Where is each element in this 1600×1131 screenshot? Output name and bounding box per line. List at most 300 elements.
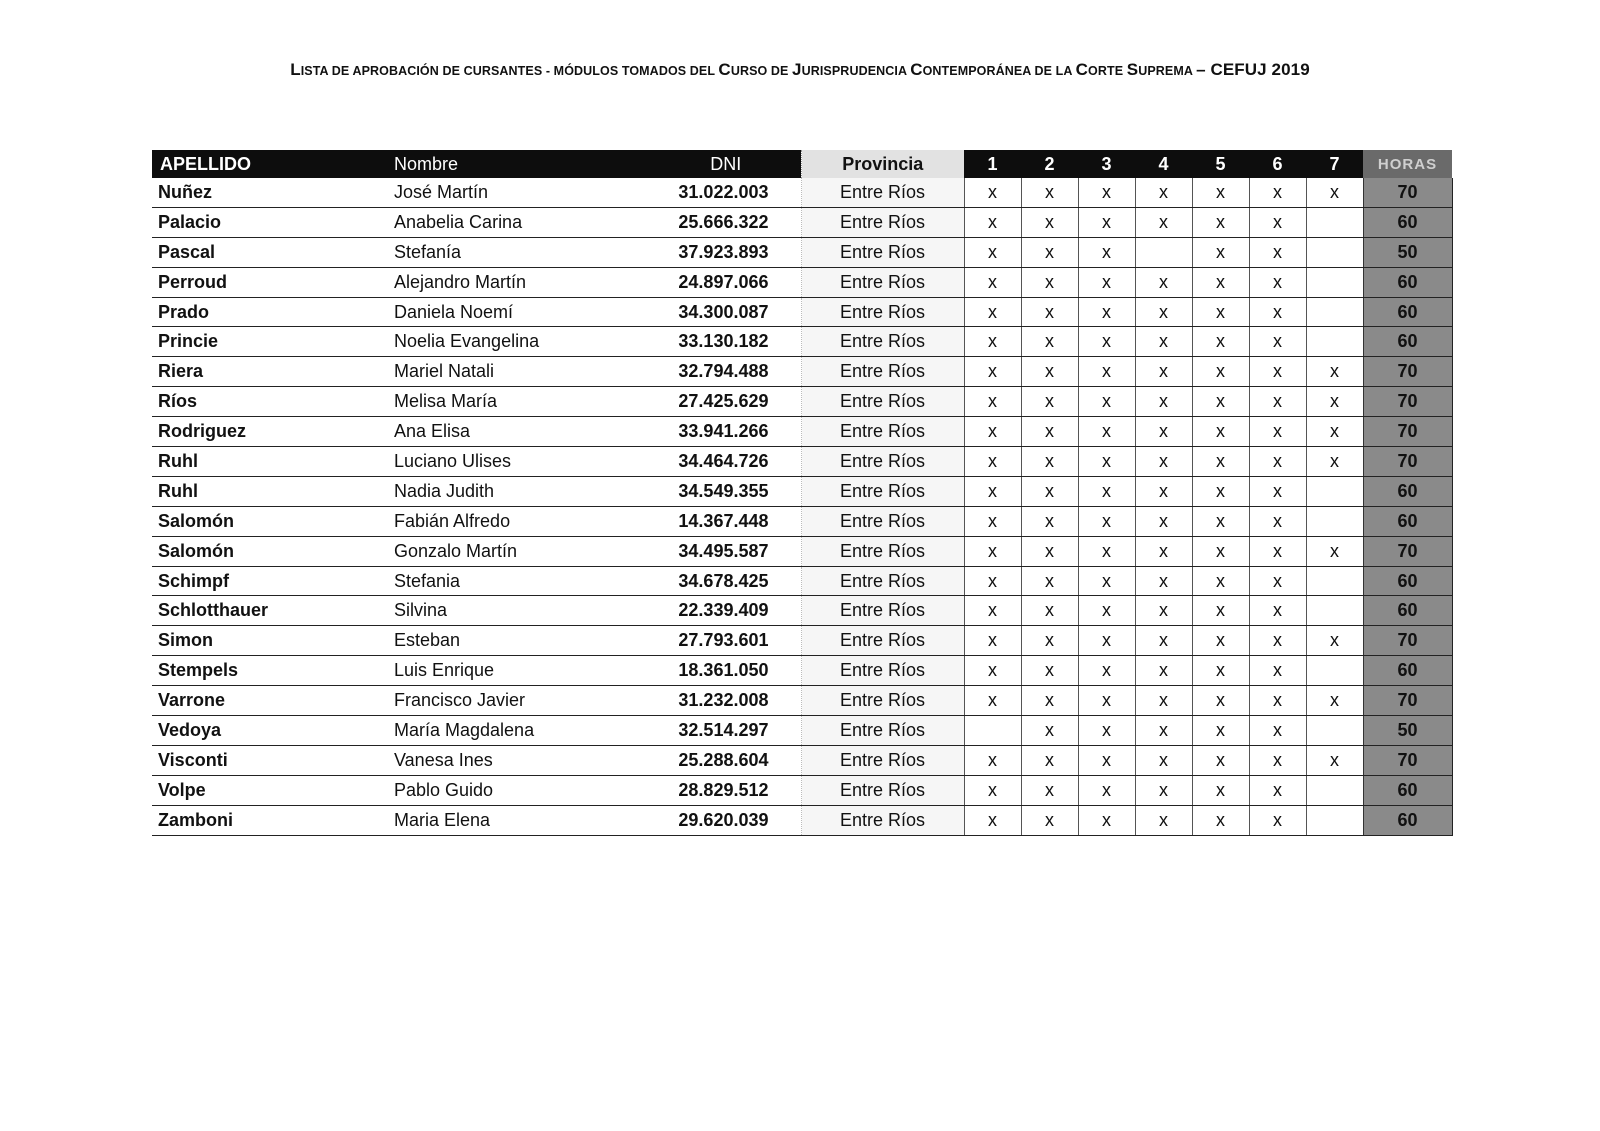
cell-horas: 60: [1363, 775, 1452, 805]
cell-apellido: Palacio: [152, 207, 386, 237]
cell-module-7: [1306, 297, 1363, 327]
cell-module-3: x: [1078, 447, 1135, 477]
title-segment-large: J: [792, 60, 802, 79]
table-row: [152, 178, 1452, 207]
cell-module-4: x: [1135, 357, 1192, 387]
cell-module-3: x: [1078, 566, 1135, 596]
header-module-7: 7: [1306, 150, 1363, 178]
cell-module-3: x: [1078, 387, 1135, 417]
cell-module-2: x: [1021, 536, 1078, 566]
header-module-6: 6: [1249, 150, 1306, 178]
cell-dni: 18.361.050: [611, 656, 801, 686]
cell-module-7: [1306, 596, 1363, 626]
cell-module-5: x: [1192, 596, 1249, 626]
cell-module-5: x: [1192, 745, 1249, 775]
header-nombre: Nombre: [386, 150, 611, 178]
cell-dni: 25.666.322: [611, 207, 801, 237]
cell-module-6: x: [1249, 805, 1306, 835]
cell-module-3: x: [1078, 686, 1135, 716]
cell-module-7: [1306, 805, 1363, 835]
cell-dni: 32.794.488: [611, 357, 801, 387]
cell-horas: 70: [1363, 536, 1452, 566]
table-row: [152, 207, 1452, 237]
table-row: [152, 447, 1452, 477]
cell-module-6: x: [1249, 417, 1306, 447]
cell-module-6: x: [1249, 178, 1306, 207]
table-row: [152, 237, 1452, 267]
cell-nombre: Alejandro Martín: [386, 267, 611, 297]
cell-horas: 70: [1363, 447, 1452, 477]
cell-dni: 29.620.039: [611, 805, 801, 835]
cell-apellido: Riera: [152, 357, 386, 387]
cell-module-1: x: [964, 417, 1021, 447]
cell-module-2: x: [1021, 178, 1078, 207]
cell-module-7: [1306, 327, 1363, 357]
cell-module-1: x: [964, 387, 1021, 417]
cell-module-1: x: [964, 686, 1021, 716]
table-row: [152, 506, 1452, 536]
cell-provincia: Entre Ríos: [801, 686, 964, 716]
cell-nombre: Melisa María: [386, 387, 611, 417]
cell-provincia: Entre Ríos: [801, 626, 964, 656]
cell-module-4: x: [1135, 716, 1192, 746]
cell-apellido: Ruhl: [152, 476, 386, 506]
cell-module-5: x: [1192, 267, 1249, 297]
cell-nombre: Daniela Noemí: [386, 297, 611, 327]
cell-nombre: Stefania: [386, 566, 611, 596]
cell-module-4: x: [1135, 805, 1192, 835]
header-module-2: 2: [1021, 150, 1078, 178]
cell-provincia: Entre Ríos: [801, 447, 964, 477]
title-segment-large: C: [910, 60, 923, 79]
cell-module-4: x: [1135, 656, 1192, 686]
cell-module-2: x: [1021, 357, 1078, 387]
cell-module-1: x: [964, 237, 1021, 267]
cell-apellido: Rodriguez: [152, 417, 386, 447]
cell-module-7: [1306, 716, 1363, 746]
cell-module-6: x: [1249, 506, 1306, 536]
cell-module-7: [1306, 476, 1363, 506]
cell-nombre: Vanesa Ines: [386, 745, 611, 775]
cell-module-7: x: [1306, 387, 1363, 417]
cell-module-4: x: [1135, 596, 1192, 626]
cell-provincia: Entre Ríos: [801, 207, 964, 237]
cell-module-3: x: [1078, 357, 1135, 387]
cell-nombre: José Martín: [386, 178, 611, 207]
cell-module-3: x: [1078, 716, 1135, 746]
cell-apellido: Salomón: [152, 506, 386, 536]
cell-apellido: Princie: [152, 327, 386, 357]
header-horas: HORAS: [1363, 150, 1452, 178]
cell-module-6: x: [1249, 775, 1306, 805]
cell-horas: 60: [1363, 207, 1452, 237]
cell-module-6: x: [1249, 686, 1306, 716]
cell-module-3: x: [1078, 775, 1135, 805]
cell-horas: 70: [1363, 417, 1452, 447]
title-segment-small: URISPRUDENCIA: [801, 64, 911, 78]
cell-module-5: x: [1192, 805, 1249, 835]
cell-provincia: Entre Ríos: [801, 596, 964, 626]
title-segment-large: S: [1126, 60, 1139, 79]
cell-provincia: Entre Ríos: [801, 536, 964, 566]
table-row: [152, 476, 1452, 506]
cell-module-2: x: [1021, 656, 1078, 686]
cell-module-5: x: [1192, 656, 1249, 686]
title-segment-small: ISTA DE APROBACIÓN DE CURSANTES - MÓDULOS TOMADOS DEL: [300, 64, 719, 78]
cell-module-4: x: [1135, 566, 1192, 596]
cell-module-1: x: [964, 506, 1021, 536]
table-row: [152, 775, 1452, 805]
cell-module-5: x: [1192, 178, 1249, 207]
cell-module-5: x: [1192, 297, 1249, 327]
cell-module-5: x: [1192, 327, 1249, 357]
cell-module-5: x: [1192, 536, 1249, 566]
cell-dni: 31.022.003: [611, 178, 801, 207]
cell-module-5: x: [1192, 716, 1249, 746]
header-apellido: APELLIDO: [152, 150, 386, 178]
cell-module-7: [1306, 207, 1363, 237]
title-segment-large: L: [290, 60, 301, 79]
cell-horas: 60: [1363, 805, 1452, 835]
cell-module-1: x: [964, 327, 1021, 357]
cell-module-7: x: [1306, 745, 1363, 775]
table-row: [152, 596, 1452, 626]
table-row: [152, 626, 1452, 656]
cell-apellido: Stempels: [152, 656, 386, 686]
cell-apellido: Schlotthauer: [152, 596, 386, 626]
table-row: [152, 745, 1452, 775]
cell-provincia: Entre Ríos: [801, 566, 964, 596]
header-module-4: 4: [1135, 150, 1192, 178]
table-row: [152, 566, 1452, 596]
cell-module-2: x: [1021, 207, 1078, 237]
table-row: [152, 417, 1452, 447]
title-segment-small: UPREMA: [1138, 64, 1197, 78]
table-row: [152, 357, 1452, 387]
cell-dni: 27.793.601: [611, 626, 801, 656]
cell-nombre: Anabelia Carina: [386, 207, 611, 237]
cell-module-1: x: [964, 447, 1021, 477]
cell-provincia: Entre Ríos: [801, 716, 964, 746]
cell-provincia: Entre Ríos: [801, 476, 964, 506]
cell-dni: 34.300.087: [611, 297, 801, 327]
cell-provincia: Entre Ríos: [801, 805, 964, 835]
cell-provincia: Entre Ríos: [801, 327, 964, 357]
cell-dni: 25.288.604: [611, 745, 801, 775]
table-body: [152, 178, 1452, 835]
cell-module-5: x: [1192, 566, 1249, 596]
cell-module-3: x: [1078, 476, 1135, 506]
cell-nombre: Luis Enrique: [386, 656, 611, 686]
cell-module-6: x: [1249, 476, 1306, 506]
cell-module-3: x: [1078, 327, 1135, 357]
cell-module-1: x: [964, 297, 1021, 327]
cell-module-5: x: [1192, 686, 1249, 716]
cell-module-3: x: [1078, 536, 1135, 566]
cell-horas: 70: [1363, 745, 1452, 775]
cell-module-1: x: [964, 267, 1021, 297]
cell-apellido: Simon: [152, 626, 386, 656]
cell-horas: 70: [1363, 178, 1452, 207]
cell-horas: 50: [1363, 716, 1452, 746]
cell-nombre: Stefanía: [386, 237, 611, 267]
cell-module-7: x: [1306, 178, 1363, 207]
table-header-row: [152, 150, 1452, 178]
cell-module-7: x: [1306, 626, 1363, 656]
header-dni: DNI: [611, 150, 801, 178]
cell-provincia: Entre Ríos: [801, 417, 964, 447]
cell-module-5: x: [1192, 357, 1249, 387]
cell-module-5: x: [1192, 417, 1249, 447]
cell-module-2: x: [1021, 387, 1078, 417]
cell-module-7: x: [1306, 536, 1363, 566]
cell-provincia: Entre Ríos: [801, 506, 964, 536]
header-provincia: Provincia: [801, 150, 964, 178]
cell-module-2: x: [1021, 417, 1078, 447]
cell-nombre: Francisco Javier: [386, 686, 611, 716]
cell-dni: 33.941.266: [611, 417, 801, 447]
cell-module-4: x: [1135, 417, 1192, 447]
cell-module-3: x: [1078, 805, 1135, 835]
cell-horas: 70: [1363, 686, 1452, 716]
cell-module-4: x: [1135, 686, 1192, 716]
cell-nombre: Gonzalo Martín: [386, 536, 611, 566]
title-segment-small: ONTEMPORÁNEA DE LA: [922, 64, 1076, 78]
cell-apellido: Ríos: [152, 387, 386, 417]
cell-module-1: x: [964, 656, 1021, 686]
header-module-1: 1: [964, 150, 1021, 178]
cell-horas: 60: [1363, 476, 1452, 506]
cell-horas: 60: [1363, 596, 1452, 626]
cell-module-7: x: [1306, 357, 1363, 387]
cell-module-4: x: [1135, 476, 1192, 506]
cell-module-2: x: [1021, 686, 1078, 716]
cell-module-4: [1135, 237, 1192, 267]
cell-provincia: Entre Ríos: [801, 237, 964, 267]
cell-module-1: [964, 716, 1021, 746]
cell-module-4: x: [1135, 327, 1192, 357]
cell-module-6: x: [1249, 626, 1306, 656]
cell-module-7: [1306, 237, 1363, 267]
cell-module-6: x: [1249, 656, 1306, 686]
cell-module-5: x: [1192, 626, 1249, 656]
cell-horas: 60: [1363, 506, 1452, 536]
cell-module-1: x: [964, 178, 1021, 207]
title-segment-large: C: [718, 60, 731, 79]
cell-module-6: x: [1249, 267, 1306, 297]
cell-module-4: x: [1135, 297, 1192, 327]
approval-table: [152, 150, 1453, 836]
cell-module-2: x: [1021, 506, 1078, 536]
cell-module-3: x: [1078, 207, 1135, 237]
cell-module-5: x: [1192, 506, 1249, 536]
cell-nombre: Mariel Natali: [386, 357, 611, 387]
cell-apellido: Varrone: [152, 686, 386, 716]
cell-apellido: Visconti: [152, 745, 386, 775]
cell-horas: 70: [1363, 357, 1452, 387]
table-row: [152, 327, 1452, 357]
cell-dni: 28.829.512: [611, 775, 801, 805]
cell-module-3: x: [1078, 237, 1135, 267]
cell-module-2: x: [1021, 476, 1078, 506]
cell-module-5: x: [1192, 447, 1249, 477]
cell-module-7: x: [1306, 447, 1363, 477]
cell-module-3: x: [1078, 596, 1135, 626]
cell-module-2: x: [1021, 745, 1078, 775]
cell-module-5: x: [1192, 387, 1249, 417]
cell-module-5: x: [1192, 207, 1249, 237]
table-row: [152, 716, 1452, 746]
cell-module-4: x: [1135, 506, 1192, 536]
cell-module-3: x: [1078, 506, 1135, 536]
cell-module-4: x: [1135, 626, 1192, 656]
cell-module-6: x: [1249, 357, 1306, 387]
cell-module-1: x: [964, 745, 1021, 775]
cell-module-7: [1306, 506, 1363, 536]
cell-module-6: x: [1249, 237, 1306, 267]
cell-provincia: Entre Ríos: [801, 297, 964, 327]
cell-module-2: x: [1021, 327, 1078, 357]
cell-module-6: x: [1249, 745, 1306, 775]
cell-provincia: Entre Ríos: [801, 357, 964, 387]
cell-dni: 27.425.629: [611, 387, 801, 417]
cell-apellido: Schimpf: [152, 566, 386, 596]
cell-module-1: x: [964, 775, 1021, 805]
table-row: [152, 805, 1452, 835]
table-row: [152, 686, 1452, 716]
cell-dni: 34.495.587: [611, 536, 801, 566]
cell-module-7: [1306, 267, 1363, 297]
cell-apellido: Zamboni: [152, 805, 386, 835]
cell-module-6: x: [1249, 536, 1306, 566]
cell-nombre: Silvina: [386, 596, 611, 626]
cell-horas: 60: [1363, 327, 1452, 357]
cell-module-2: x: [1021, 237, 1078, 267]
cell-horas: 60: [1363, 656, 1452, 686]
cell-module-2: x: [1021, 805, 1078, 835]
cell-nombre: María Magdalena: [386, 716, 611, 746]
cell-module-7: [1306, 656, 1363, 686]
table-row: [152, 267, 1452, 297]
cell-provincia: Entre Ríos: [801, 178, 964, 207]
cell-horas: 60: [1363, 566, 1452, 596]
cell-module-2: x: [1021, 626, 1078, 656]
cell-module-5: x: [1192, 476, 1249, 506]
cell-module-4: x: [1135, 207, 1192, 237]
cell-dni: 34.678.425: [611, 566, 801, 596]
cell-apellido: Vedoya: [152, 716, 386, 746]
cell-module-6: x: [1249, 387, 1306, 417]
cell-module-2: x: [1021, 447, 1078, 477]
document-title: [0, 60, 1600, 80]
cell-horas: 60: [1363, 297, 1452, 327]
cell-dni: 14.367.448: [611, 506, 801, 536]
cell-nombre: Noelia Evangelina: [386, 327, 611, 357]
cell-module-6: x: [1249, 596, 1306, 626]
cell-apellido: Ruhl: [152, 447, 386, 477]
cell-dni: 34.549.355: [611, 476, 801, 506]
cell-module-2: x: [1021, 775, 1078, 805]
cell-module-3: x: [1078, 417, 1135, 447]
cell-dni: 22.339.409: [611, 596, 801, 626]
table-row: [152, 656, 1452, 686]
table-row: [152, 536, 1452, 566]
cell-module-7: [1306, 775, 1363, 805]
cell-module-7: [1306, 566, 1363, 596]
cell-module-4: x: [1135, 775, 1192, 805]
cell-dni: 37.923.893: [611, 237, 801, 267]
cell-module-3: x: [1078, 656, 1135, 686]
table-row: [152, 297, 1452, 327]
cell-dni: 32.514.297: [611, 716, 801, 746]
cell-provincia: Entre Ríos: [801, 387, 964, 417]
cell-module-2: x: [1021, 596, 1078, 626]
cell-module-7: x: [1306, 417, 1363, 447]
cell-module-2: x: [1021, 267, 1078, 297]
cell-module-6: x: [1249, 447, 1306, 477]
header-module-5: 5: [1192, 150, 1249, 178]
cell-nombre: Ana Elisa: [386, 417, 611, 447]
cell-horas: 70: [1363, 626, 1452, 656]
cell-module-1: x: [964, 536, 1021, 566]
cell-module-1: x: [964, 566, 1021, 596]
cell-nombre: Luciano Ulises: [386, 447, 611, 477]
cell-nombre: Pablo Guido: [386, 775, 611, 805]
title-segment-small: URSO DE: [730, 64, 793, 78]
title-segment-large: C: [1075, 60, 1089, 79]
cell-nombre: Maria Elena: [386, 805, 611, 835]
cell-horas: 60: [1363, 267, 1452, 297]
cell-apellido: Prado: [152, 297, 386, 327]
cell-horas: 70: [1363, 387, 1452, 417]
cell-module-6: x: [1249, 297, 1306, 327]
header-module-3: 3: [1078, 150, 1135, 178]
cell-module-4: x: [1135, 536, 1192, 566]
cell-provincia: Entre Ríos: [801, 267, 964, 297]
cell-apellido: Volpe: [152, 775, 386, 805]
cell-module-1: x: [964, 357, 1021, 387]
title-segment-large: – CEFUJ 2019: [1196, 60, 1310, 79]
table-row: [152, 387, 1452, 417]
cell-module-4: x: [1135, 267, 1192, 297]
cell-provincia: Entre Ríos: [801, 775, 964, 805]
cell-provincia: Entre Ríos: [801, 656, 964, 686]
cell-module-1: x: [964, 805, 1021, 835]
cell-provincia: Entre Ríos: [801, 745, 964, 775]
cell-module-3: x: [1078, 297, 1135, 327]
cell-module-3: x: [1078, 178, 1135, 207]
cell-module-7: x: [1306, 686, 1363, 716]
cell-nombre: Esteban: [386, 626, 611, 656]
cell-module-5: x: [1192, 775, 1249, 805]
cell-module-6: x: [1249, 207, 1306, 237]
cell-apellido: Perroud: [152, 267, 386, 297]
cell-module-1: x: [964, 207, 1021, 237]
cell-dni: 24.897.066: [611, 267, 801, 297]
cell-module-1: x: [964, 596, 1021, 626]
cell-apellido: Pascal: [152, 237, 386, 267]
cell-apellido: Salomón: [152, 536, 386, 566]
cell-module-6: x: [1249, 327, 1306, 357]
cell-dni: 33.130.182: [611, 327, 801, 357]
cell-module-1: x: [964, 626, 1021, 656]
cell-nombre: Fabián Alfredo: [386, 506, 611, 536]
cell-horas: 50: [1363, 237, 1452, 267]
cell-module-3: x: [1078, 626, 1135, 656]
cell-nombre: Nadia Judith: [386, 476, 611, 506]
cell-module-4: x: [1135, 387, 1192, 417]
cell-module-1: x: [964, 476, 1021, 506]
